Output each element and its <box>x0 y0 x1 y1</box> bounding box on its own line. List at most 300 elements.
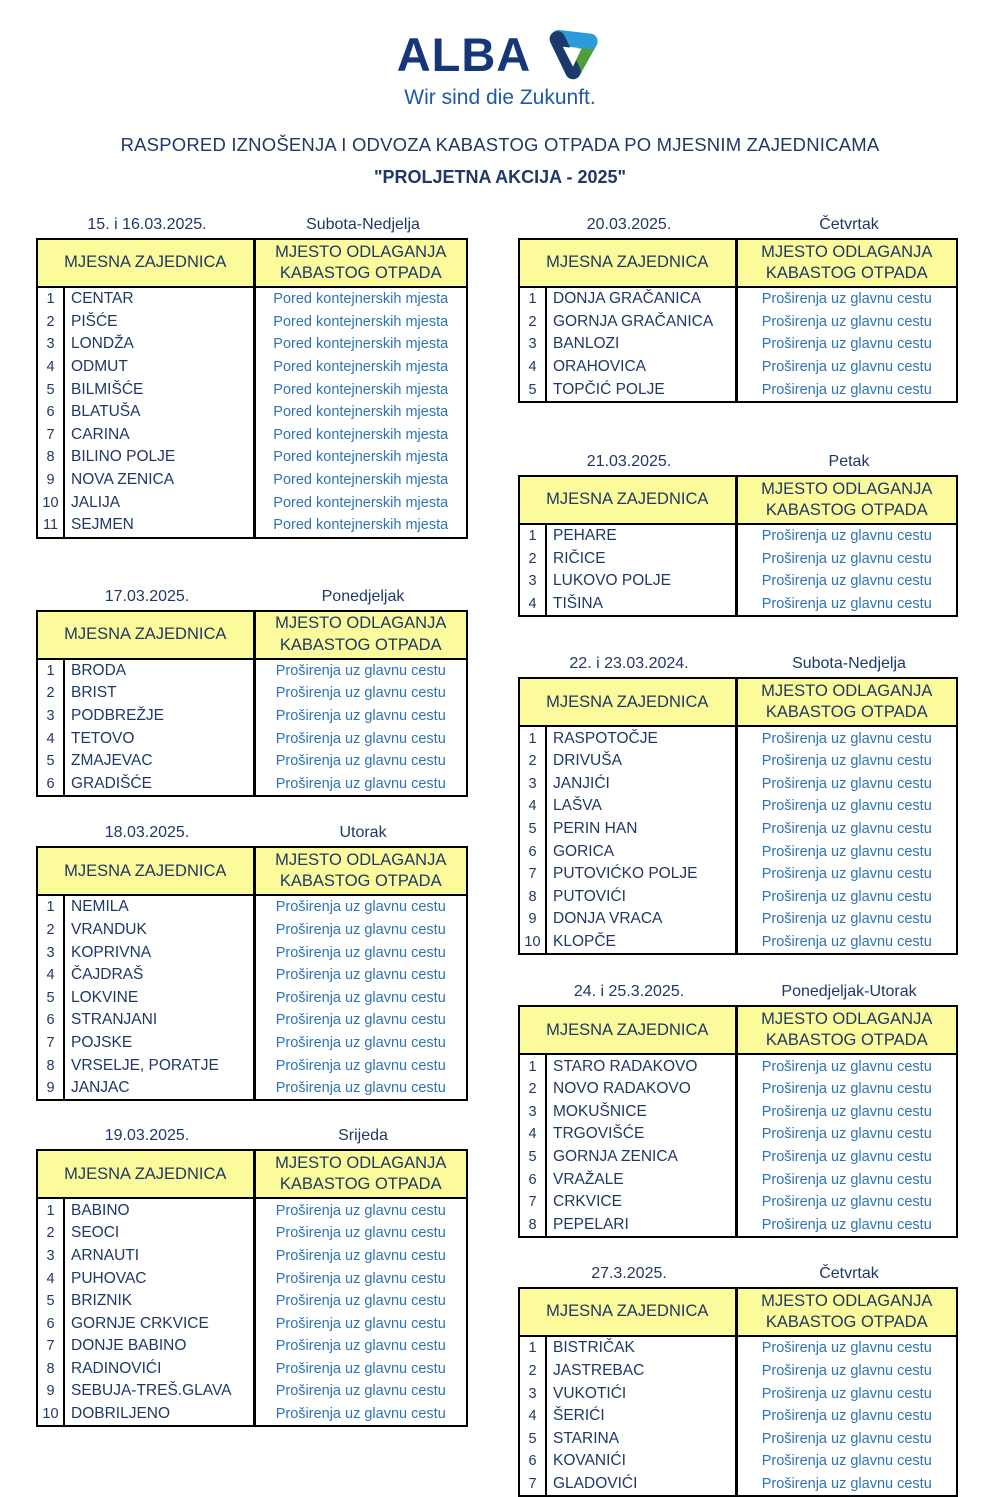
row-number: 8 <box>519 1213 546 1237</box>
row-number: 9 <box>37 1077 64 1101</box>
row-number: 2 <box>37 682 64 705</box>
disposal-place: Proširenja uz glavnu cestu <box>275 1338 446 1355</box>
disposal-place: Proširenja uz glavnu cestu <box>761 1081 932 1098</box>
disposal-place: Proširenja uz glavnu cestu <box>275 1270 446 1287</box>
column-header-mjesto-odlaganja <box>254 611 467 659</box>
disposal-place: Proširenja uz glavnu cestu <box>761 1453 932 1470</box>
date-row <box>518 1261 958 1283</box>
disposal-place: Proširenja uz glavnu cestu <box>761 1148 932 1165</box>
table-row <box>519 726 957 750</box>
row-number: 3 <box>37 333 64 356</box>
row-number: 1 <box>519 287 546 311</box>
table-row <box>37 514 467 538</box>
disposal-place: Proširenja uz glavnu cestu <box>761 573 932 590</box>
row-number: 7 <box>37 1032 64 1055</box>
community-name: BRODA <box>64 659 254 683</box>
community-name: NOVA ZENICA <box>64 469 254 492</box>
row-number: 6 <box>37 401 64 424</box>
row-number: 3 <box>37 1245 64 1268</box>
table-row <box>37 287 467 311</box>
table-row <box>37 1222 467 1245</box>
disposal-place: Proširenja uz glavnu cestu <box>275 662 446 679</box>
table-header-row <box>519 678 957 726</box>
table-row <box>37 919 467 942</box>
date-row <box>36 212 468 234</box>
date-row <box>518 212 958 234</box>
community-name: DONJA VRACA <box>546 908 736 931</box>
community-name: CENTAR <box>64 287 254 311</box>
section-day: Četvrtak <box>819 216 879 233</box>
row-number: 3 <box>519 1382 546 1405</box>
column-header-mjesna-zajednica: MJESNA ZAJEDNICA <box>37 847 254 895</box>
section-date: 17.03.2025. <box>104 587 190 605</box>
community-name: GORNJA GRAČANICA <box>546 311 736 334</box>
community-name: STRANJANI <box>64 1009 254 1032</box>
community-name: ARNAUTI <box>64 1245 254 1268</box>
table-row <box>37 1335 467 1358</box>
table-row <box>37 1245 467 1268</box>
table-row <box>37 491 467 514</box>
section-day: Subota-Nedjelja <box>792 655 906 673</box>
disposal-place: Proširenja uz glavnu cestu <box>275 685 446 702</box>
table-row <box>519 1336 957 1360</box>
date-row <box>36 1123 468 1145</box>
table-row <box>519 524 957 548</box>
header-line-2: KABASTOG OTPADA <box>279 635 442 654</box>
community-name: PIŠĆE <box>64 311 254 334</box>
disposal-place: Proširenja uz glavnu cestu <box>761 1103 932 1120</box>
table-header-row <box>37 1150 467 1198</box>
row-number: 5 <box>519 378 546 402</box>
row-number: 8 <box>37 1358 64 1381</box>
community-name: TRGOVIŠĆE <box>546 1123 736 1146</box>
community-name: BRIST <box>64 682 254 705</box>
date-row <box>36 820 468 842</box>
community-name: VUKOTIĆI <box>546 1382 736 1405</box>
community-name: ODMUT <box>64 356 254 379</box>
community-name: TIŠINA <box>546 593 736 617</box>
row-number: 8 <box>37 1054 64 1077</box>
schedule-section <box>518 1261 958 1497</box>
community-name: KLOPČE <box>546 931 736 955</box>
schedule-section <box>36 820 468 1101</box>
community-name: JANJIĆI <box>546 773 736 796</box>
disposal-place: Proširenja uz glavnu cestu <box>761 866 932 883</box>
disposal-place: Pored kontejnerskih mjesta <box>273 291 449 308</box>
community-name: PUTOVIĆI <box>546 886 736 909</box>
table-row <box>37 378 467 401</box>
disposal-place: Pored kontejnerskih mjesta <box>273 336 449 353</box>
schedule-section <box>518 979 958 1238</box>
disposal-place: Proširenja uz glavnu cestu <box>761 1408 932 1425</box>
table-row <box>519 886 957 909</box>
row-number: 9 <box>37 469 64 492</box>
community-name: CARINA <box>64 424 254 447</box>
row-number: 7 <box>37 1335 64 1358</box>
disposal-place: Proširenja uz glavnu cestu <box>761 821 932 838</box>
row-number: 6 <box>37 1009 64 1032</box>
table-row <box>37 446 467 469</box>
community-name: PODBREŽJE <box>64 705 254 728</box>
row-number: 11 <box>37 514 64 538</box>
table-row <box>37 1358 467 1381</box>
row-number: 6 <box>519 840 546 863</box>
disposal-place: Proširenja uz glavnu cestu <box>761 1058 932 1075</box>
row-number: 5 <box>37 378 64 401</box>
table-row <box>37 401 467 424</box>
table-row <box>519 287 957 311</box>
disposal-place: Proširenja uz glavnu cestu <box>761 1216 932 1233</box>
row-number: 9 <box>37 1380 64 1403</box>
table-row <box>37 1198 467 1222</box>
disposal-place: Pored kontejnerskih mjesta <box>273 449 449 466</box>
table-row <box>519 1168 957 1191</box>
disposal-place: Proširenja uz glavnu cestu <box>275 1225 446 1242</box>
disposal-place: Proširenja uz glavnu cestu <box>761 381 932 398</box>
schedule-section <box>518 212 958 403</box>
table-row <box>37 986 467 1009</box>
disposal-place: Proširenja uz glavnu cestu <box>275 1080 446 1097</box>
table-row <box>37 727 467 750</box>
table-row <box>519 570 957 593</box>
row-number: 3 <box>519 773 546 796</box>
date-row <box>518 979 958 1001</box>
schedule-table <box>36 610 468 798</box>
community-name: POJSKE <box>64 1032 254 1055</box>
alba-logo-text: ALBA <box>396 27 532 81</box>
row-number: 3 <box>519 1100 546 1123</box>
table-row <box>519 818 957 841</box>
header-line-2: KABASTOG OTPADA <box>765 703 928 722</box>
column-header-mjesto-odlaganja <box>254 1150 467 1198</box>
community-name: RIČICE <box>546 548 736 571</box>
row-number: 5 <box>519 818 546 841</box>
disposal-place: Proširenja uz glavnu cestu <box>761 888 932 905</box>
community-name: ORAHOVICA <box>546 356 736 379</box>
table-row <box>519 311 957 334</box>
row-number: 4 <box>519 795 546 818</box>
community-name: LUKOVO POLJE <box>546 570 736 593</box>
section-date: 27.3.2025. <box>591 1265 667 1283</box>
table-header-row <box>37 239 467 287</box>
header-line-1: MJESTO ODLAGANJA <box>761 1010 933 1029</box>
column-header-mjesna-zajednica: MJESNA ZAJEDNICA <box>37 239 254 287</box>
disposal-place: Proširenja uz glavnu cestu <box>275 1012 446 1029</box>
community-name: VRANDUK <box>64 919 254 942</box>
row-number: 1 <box>37 287 64 311</box>
table-row <box>37 682 467 705</box>
community-name: JANJAC <box>64 1077 254 1101</box>
community-name: GRADIŠĆE <box>64 773 254 797</box>
table-row <box>37 356 467 379</box>
date-row <box>518 651 958 673</box>
schedule-section <box>36 212 468 539</box>
table-header-row <box>519 476 957 524</box>
row-number: 7 <box>37 424 64 447</box>
row-number: 7 <box>519 863 546 886</box>
table-row <box>37 1312 467 1335</box>
row-number: 5 <box>519 1146 546 1169</box>
table-row <box>37 895 467 919</box>
table-header-row <box>519 239 957 287</box>
disposal-place: Proširenja uz glavnu cestu <box>761 1430 932 1447</box>
disposal-place: Proširenja uz glavnu cestu <box>275 1202 446 1219</box>
table-row <box>37 469 467 492</box>
section-date: 21.03.2025. <box>586 452 672 470</box>
table-row <box>37 750 467 773</box>
row-number: 4 <box>519 356 546 379</box>
header-line-2: KABASTOG OTPADA <box>279 872 442 891</box>
row-number: 2 <box>519 750 546 773</box>
header-line-2: KABASTOG OTPADA <box>765 264 928 282</box>
column-header-mjesto-odlaganja <box>736 1006 957 1054</box>
row-number: 1 <box>519 1054 546 1078</box>
row-number: 4 <box>519 1405 546 1428</box>
community-name: JASTREBAC <box>546 1360 736 1383</box>
disposal-place: Pored kontejnerskih mjesta <box>273 494 449 511</box>
disposal-place: Pored kontejnerskih mjesta <box>273 313 449 330</box>
row-number: 8 <box>37 446 64 469</box>
community-name: NEMILA <box>64 895 254 919</box>
disposal-place: Proširenja uz glavnu cestu <box>761 336 932 353</box>
section-date: 18.03.2025. <box>104 824 190 842</box>
row-number: 3 <box>519 570 546 593</box>
row-number: 7 <box>519 1191 546 1214</box>
disposal-place: Proširenja uz glavnu cestu <box>761 753 932 770</box>
community-name: GLADOVIĆI <box>546 1473 736 1497</box>
disposal-place: Proširenja uz glavnu cestu <box>761 313 932 330</box>
community-name: BILMIŠĆE <box>64 378 254 401</box>
row-number: 1 <box>519 1336 546 1360</box>
column-header-mjesto-odlaganja <box>736 476 957 524</box>
table-row <box>37 705 467 728</box>
community-name: BRIZNIK <box>64 1290 254 1313</box>
row-number: 3 <box>37 705 64 728</box>
disposal-place: Proširenja uz glavnu cestu <box>275 730 446 747</box>
section-day: Utorak <box>339 824 387 842</box>
community-name: PEPELARI <box>546 1213 736 1237</box>
disposal-place: Proširenja uz glavnu cestu <box>275 989 446 1006</box>
column-header-mjesna-zajednica: MJESNA ZAJEDNICA <box>519 1006 736 1054</box>
disposal-place: Proširenja uz glavnu cestu <box>761 730 932 747</box>
table-row <box>37 941 467 964</box>
header-line-1: MJESTO ODLAGANJA <box>761 242 933 261</box>
community-name: TETOVO <box>64 727 254 750</box>
community-name: SEBUJA-TREŠ.GLAVA <box>64 1380 254 1403</box>
disposal-place: Proširenja uz glavnu cestu <box>275 1293 446 1310</box>
section-date: 22. i 23.03.2024. <box>569 655 689 673</box>
row-number: 1 <box>37 895 64 919</box>
table-row <box>37 333 467 356</box>
table-header-row <box>37 847 467 895</box>
table-row <box>519 356 957 379</box>
alba-logo <box>0 26 1000 82</box>
community-name: ŠERIĆI <box>546 1405 736 1428</box>
disposal-place: Proširenja uz glavnu cestu <box>761 550 932 567</box>
table-row <box>37 773 467 797</box>
community-name: DOBRILJENO <box>64 1403 254 1427</box>
disposal-place: Proširenja uz glavnu cestu <box>761 528 932 545</box>
disposal-place: Proširenja uz glavnu cestu <box>761 775 932 792</box>
row-number: 6 <box>37 1312 64 1335</box>
community-name: GORNJA ZENICA <box>546 1146 736 1169</box>
disposal-place: Proširenja uz glavnu cestu <box>275 944 446 961</box>
table-row <box>519 1100 957 1123</box>
disposal-place: Proširenja uz glavnu cestu <box>275 899 446 916</box>
row-number: 2 <box>519 1360 546 1383</box>
row-number: 3 <box>37 941 64 964</box>
schedule-table <box>518 1005 958 1238</box>
section-day: Četvrtak <box>819 1265 879 1283</box>
table-row <box>519 908 957 931</box>
table-row <box>519 593 957 617</box>
table-row <box>37 1054 467 1077</box>
table-row <box>37 1290 467 1313</box>
community-name: LAŠVA <box>546 795 736 818</box>
table-row <box>519 773 957 796</box>
disposal-place: Pored kontejnerskih mjesta <box>273 472 449 489</box>
left-column <box>36 212 468 1497</box>
disposal-place: Proširenja uz glavnu cestu <box>275 708 446 725</box>
disposal-place: Proširenja uz glavnu cestu <box>761 1126 932 1143</box>
column-header-mjesto-odlaganja <box>254 239 467 287</box>
community-name: LONDŽA <box>64 333 254 356</box>
community-name: CRKVICE <box>546 1191 736 1214</box>
schedule-table <box>518 238 958 403</box>
disposal-place: Proširenja uz glavnu cestu <box>761 798 932 815</box>
table-row <box>519 333 957 356</box>
community-name: SEOCI <box>64 1222 254 1245</box>
community-name: KOVANIĆI <box>546 1450 736 1473</box>
header-line-2: KABASTOG OTPADA <box>765 1031 928 1050</box>
table-row <box>519 1427 957 1450</box>
table-row <box>37 659 467 683</box>
disposal-place: Pored kontejnerskih mjesta <box>273 517 449 534</box>
community-name: VRAŽALE <box>546 1168 736 1191</box>
disposal-place: Proširenja uz glavnu cestu <box>275 753 446 770</box>
table-row <box>37 1403 467 1427</box>
column-header-mjesto-odlaganja <box>736 239 957 287</box>
table-row <box>519 1123 957 1146</box>
row-number: 4 <box>519 593 546 617</box>
schedule-table <box>518 1287 958 1497</box>
section-date: 19.03.2025. <box>104 1127 190 1145</box>
row-number: 8 <box>519 886 546 909</box>
logo-tagline: Wir sind die Zukunft. <box>404 86 596 109</box>
header-line-1: MJESTO ODLAGANJA <box>275 242 447 261</box>
row-number: 2 <box>519 311 546 334</box>
disposal-place: Proširenja uz glavnu cestu <box>275 1247 446 1264</box>
disposal-place: Proširenja uz glavnu cestu <box>275 1315 446 1332</box>
community-name: LOKVINE <box>64 986 254 1009</box>
header-line-2: KABASTOG OTPADA <box>279 1175 442 1194</box>
table-row <box>519 1360 957 1383</box>
disposal-place: Proširenja uz glavnu cestu <box>275 1406 446 1423</box>
disposal-place: Pored kontejnerskih mjesta <box>273 359 449 376</box>
table-row <box>519 1450 957 1473</box>
column-header-mjesto-odlaganja <box>736 1288 957 1336</box>
row-number: 5 <box>37 750 64 773</box>
disposal-place: Proširenja uz glavnu cestu <box>761 933 932 950</box>
table-row <box>519 931 957 955</box>
row-number: 1 <box>519 726 546 750</box>
community-name: DONJE BABINO <box>64 1335 254 1358</box>
community-name: JALIJA <box>64 491 254 514</box>
community-name: NOVO RADAKOVO <box>546 1078 736 1101</box>
community-name: DRIVUŠA <box>546 750 736 773</box>
row-number: 7 <box>519 1473 546 1497</box>
disposal-place: Proširenja uz glavnu cestu <box>275 1360 446 1377</box>
disposal-place: Proširenja uz glavnu cestu <box>761 596 932 613</box>
table-row <box>519 1054 957 1078</box>
table-row <box>519 548 957 571</box>
table-row <box>519 1213 957 1237</box>
row-number: 1 <box>37 1198 64 1222</box>
row-number: 9 <box>519 908 546 931</box>
table-row <box>519 795 957 818</box>
column-header-mjesto-odlaganja <box>254 847 467 895</box>
table-row <box>37 1380 467 1403</box>
column-header-mjesna-zajednica: MJESNA ZAJEDNICA <box>37 611 254 659</box>
header-line-2: KABASTOG OTPADA <box>765 500 928 519</box>
table-row <box>37 964 467 987</box>
disposal-place: Proširenja uz glavnu cestu <box>275 1034 446 1051</box>
community-name: BISTRIČAK <box>546 1336 736 1360</box>
community-name: PERIN HAN <box>546 818 736 841</box>
community-name: SEJMEN <box>64 514 254 538</box>
row-number: 6 <box>519 1450 546 1473</box>
document-subtitle: "PROLJETNA AKCIJA - 2025" <box>373 167 627 187</box>
schedule-table <box>36 238 468 539</box>
community-name: ČAJDRAŠ <box>64 964 254 987</box>
row-number: 2 <box>37 919 64 942</box>
row-number: 4 <box>37 727 64 750</box>
row-number: 3 <box>519 333 546 356</box>
disposal-place: Proširenja uz glavnu cestu <box>761 911 932 928</box>
community-name: VRSELJE, PORATJE <box>64 1054 254 1077</box>
row-number: 1 <box>519 524 546 548</box>
row-number: 5 <box>519 1427 546 1450</box>
row-number: 4 <box>37 356 64 379</box>
header-line-2: KABASTOG OTPADA <box>279 264 442 282</box>
community-name: PUTOVIĆKO POLJE <box>546 863 736 886</box>
date-row <box>36 584 468 606</box>
schedule-table <box>518 475 958 617</box>
table-row <box>519 378 957 402</box>
column-header-mjesto-odlaganja <box>736 678 957 726</box>
column-header-mjesna-zajednica: MJESNA ZAJEDNICA <box>519 476 736 524</box>
table-row <box>519 750 957 773</box>
date-row <box>518 449 958 471</box>
column-header-mjesna-zajednica: MJESNA ZAJEDNICA <box>519 678 736 726</box>
community-name: GORNJE CRKVICE <box>64 1312 254 1335</box>
table-row <box>37 311 467 334</box>
schedule-table <box>36 846 468 1101</box>
disposal-place: Proširenja uz glavnu cestu <box>275 967 446 984</box>
schedule-section <box>518 449 958 617</box>
community-name: BLATUŠA <box>64 401 254 424</box>
row-number: 2 <box>37 311 64 334</box>
disposal-place: Proširenja uz glavnu cestu <box>761 291 932 308</box>
community-name: BILINO POLJE <box>64 446 254 469</box>
table-row <box>519 1146 957 1169</box>
community-name: RASPOTOČJE <box>546 726 736 750</box>
community-name: STARINA <box>546 1427 736 1450</box>
row-number: 5 <box>37 1290 64 1313</box>
section-day: Subota-Nedjelja <box>306 216 420 233</box>
disposal-place: Pored kontejnerskih mjesta <box>273 426 449 443</box>
alba-triangle-icon <box>543 27 603 81</box>
